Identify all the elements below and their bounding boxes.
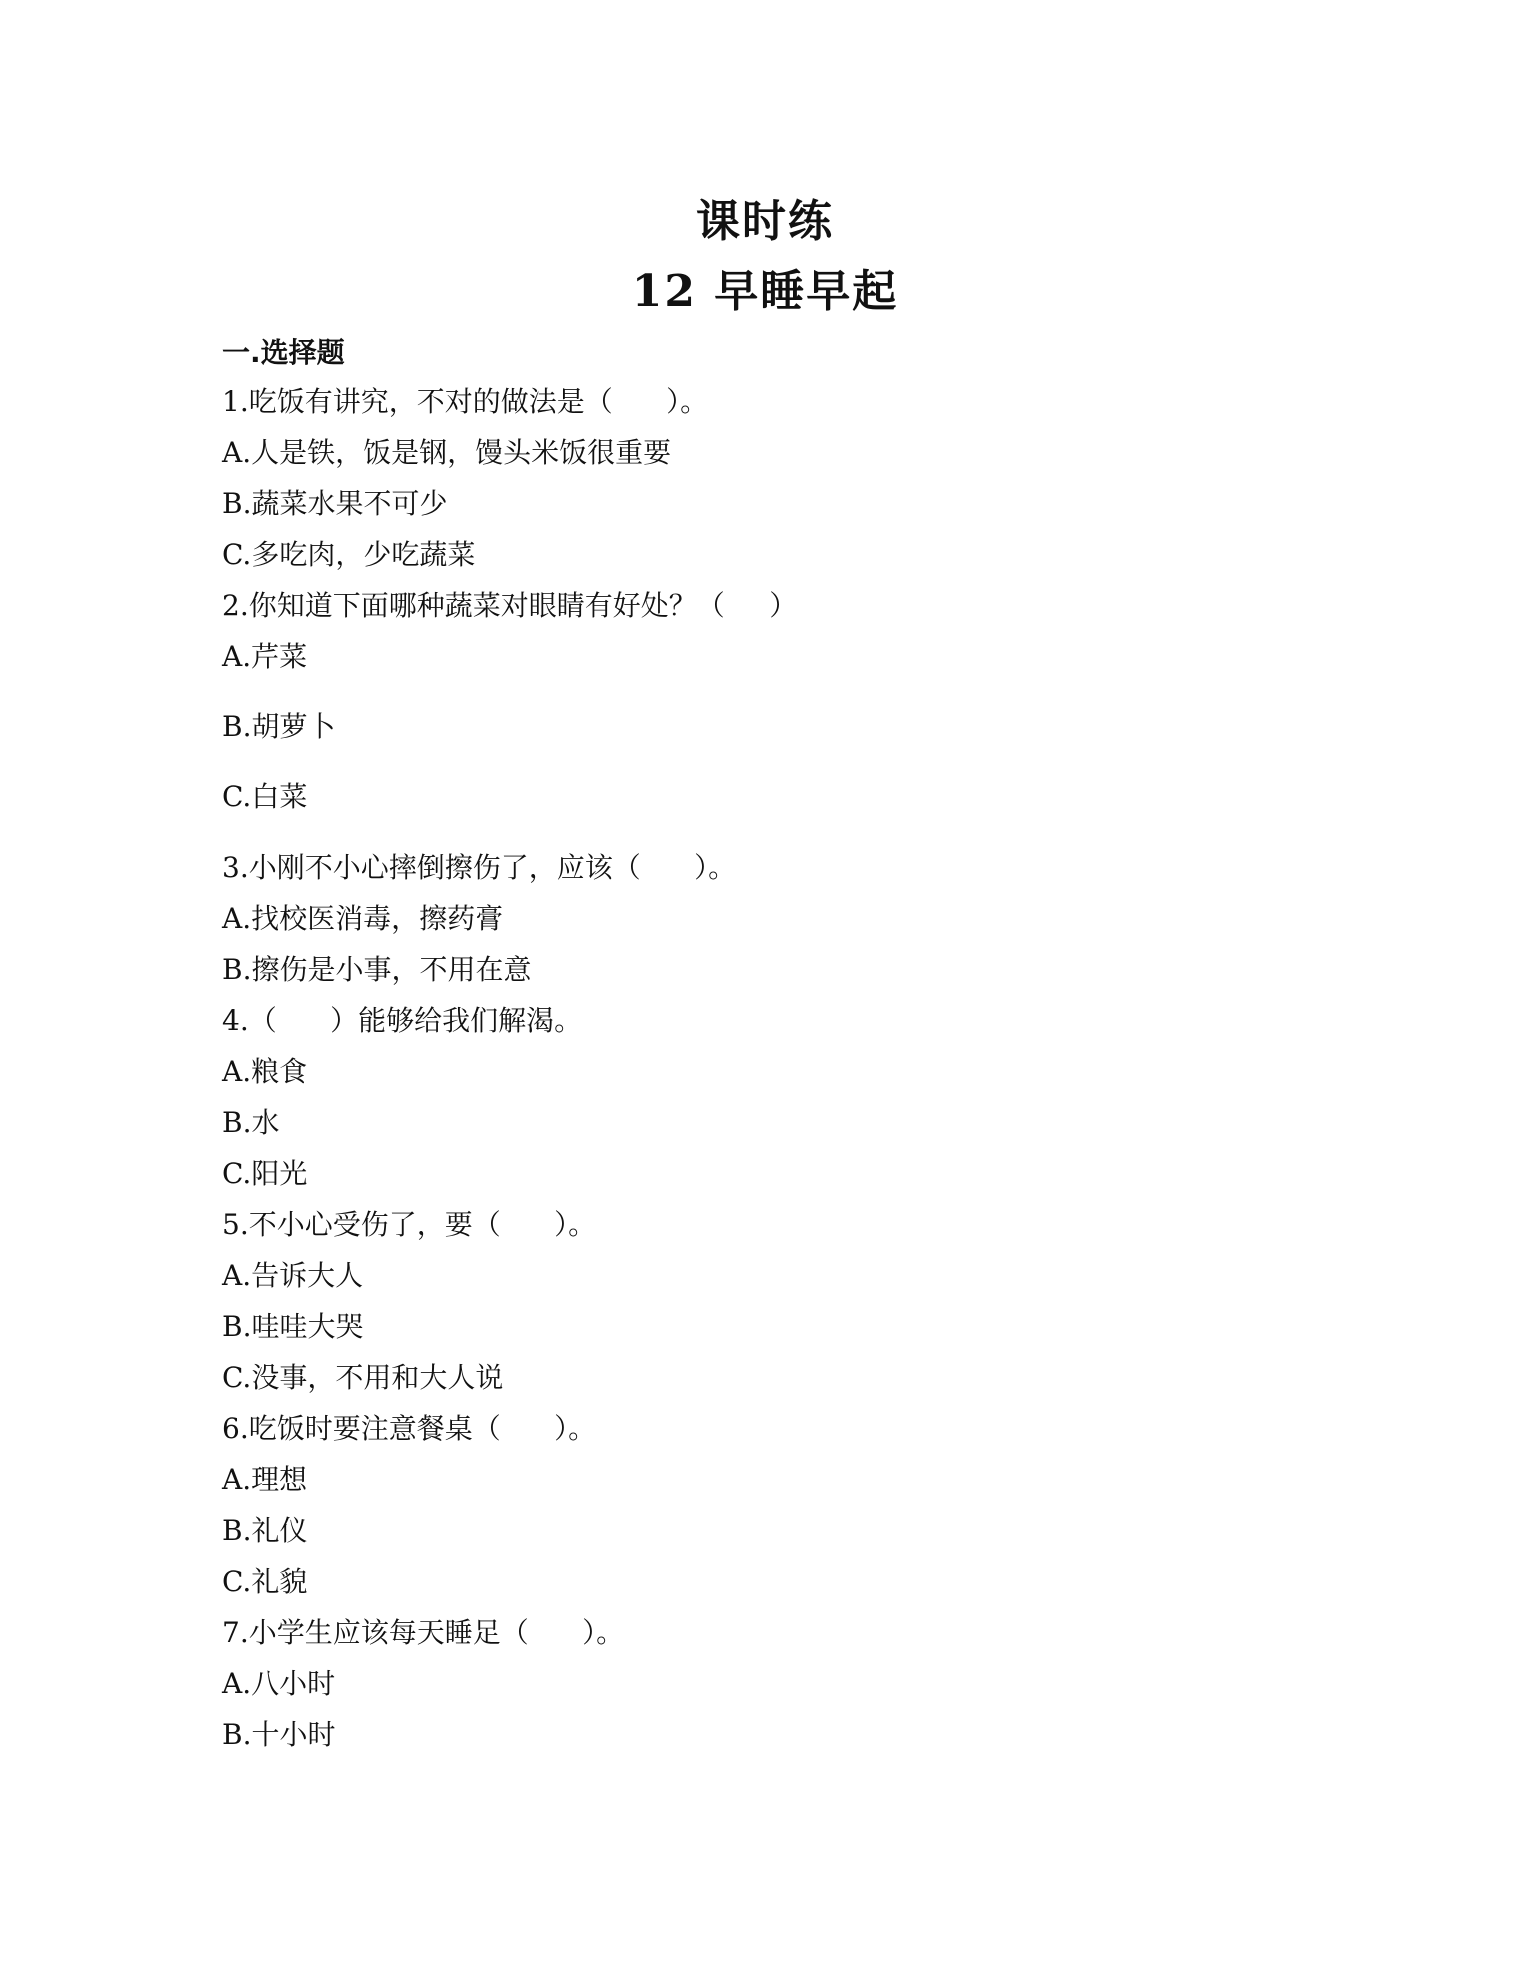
- question-stem: 1.吃饭有讲究，不对的做法是（ ）。: [222, 385, 709, 418]
- option-c: C.礼貌: [222, 1565, 308, 1598]
- option-a: A.八小时: [222, 1667, 336, 1700]
- section-heading: 一.选择题: [222, 336, 345, 369]
- question-stem: 7.小学生应该每天睡足（ ）。: [222, 1616, 625, 1649]
- option-b: B.礼仪: [222, 1514, 308, 1547]
- question-stem: 3.小刚不小心摔倒擦伤了，应该（ ）。: [222, 851, 737, 884]
- option-b: B.胡萝卜: [222, 710, 336, 743]
- option-c: C.阳光: [222, 1157, 308, 1190]
- option-a: A.粮食: [222, 1055, 308, 1088]
- option-b: B.擦伤是小事，不用在意: [222, 953, 532, 986]
- option-b: B.水: [222, 1106, 280, 1139]
- option-c: C.没事，不用和大人说: [222, 1361, 504, 1394]
- option-b: B.哇哇大哭: [222, 1310, 364, 1343]
- question-stem: 6.吃饭时要注意餐桌（ ）。: [222, 1412, 597, 1445]
- lesson-title: 12 早睡早起: [631, 266, 899, 317]
- option-a: A.告诉大人: [222, 1259, 364, 1292]
- option-b: B.蔬菜水果不可少: [222, 487, 448, 520]
- option-c: C.多吃肉，少吃蔬菜: [222, 538, 476, 571]
- question-stem: 4.（ ）能够给我们解渴。: [222, 1004, 583, 1037]
- option-a: A.芹菜: [222, 640, 308, 673]
- option-c: C.白菜: [222, 780, 308, 813]
- option-b: B.十小时: [222, 1718, 336, 1751]
- option-a: A.理想: [222, 1463, 308, 1496]
- option-a: A.找校医消毒，擦药膏: [222, 902, 504, 935]
- question-stem: 5.不小心受伤了，要（ ）。: [222, 1208, 597, 1241]
- page-title: 课时练: [696, 196, 834, 247]
- question-stem: 2.你知道下面哪种蔬菜对眼睛有好处？（ ）: [222, 589, 798, 622]
- option-a: A.人是铁，饭是钢，馒头米饭很重要: [222, 436, 672, 469]
